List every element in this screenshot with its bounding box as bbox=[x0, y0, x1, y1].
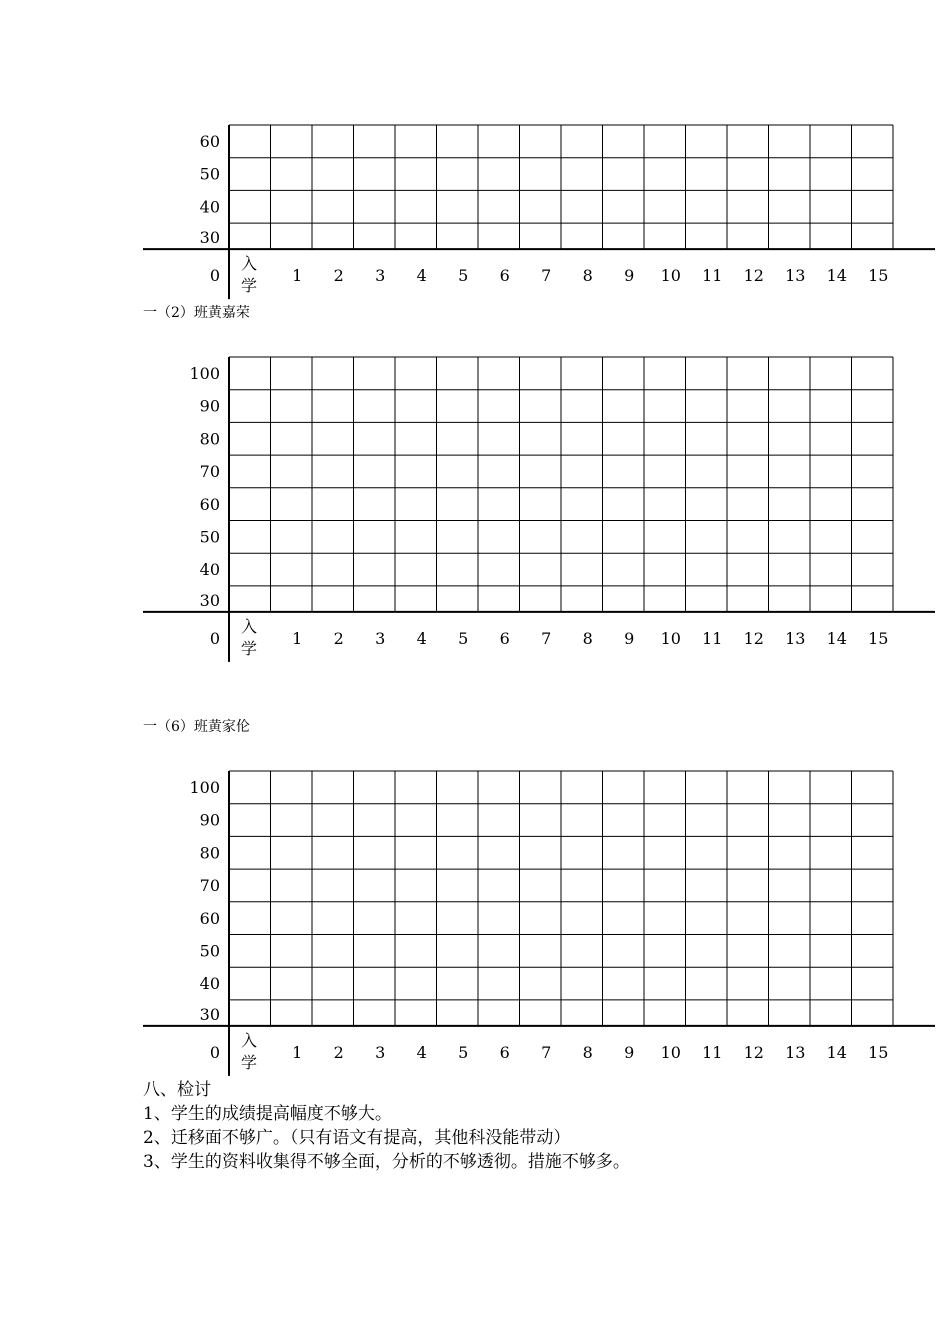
y-tick-label: 30 bbox=[199, 590, 220, 610]
y-tick-label: 90 bbox=[199, 810, 220, 830]
x-tick-label: 4 bbox=[416, 266, 427, 286]
x-tick-label: 2 bbox=[333, 1042, 344, 1062]
x-tick-label: 4 bbox=[416, 1042, 427, 1062]
x-tick-label: 13 bbox=[785, 1042, 806, 1062]
y-tick-label: 60 bbox=[199, 132, 220, 151]
x-tick-label: 8 bbox=[582, 628, 593, 648]
x-tick-label: 14 bbox=[826, 628, 847, 648]
score-grid-chart-3 bbox=[0, 771, 950, 1081]
x-tick-label: 10 bbox=[660, 266, 681, 286]
x-tick-label: 11 bbox=[702, 266, 723, 286]
x-tick-label: 11 bbox=[702, 1042, 723, 1062]
score-grid-chart-2 bbox=[0, 357, 950, 667]
x-tick-label: 15 bbox=[868, 628, 889, 648]
enrollment-label: 入 bbox=[240, 254, 258, 274]
y-tick-label: 50 bbox=[199, 941, 220, 961]
x-tick-label: 6 bbox=[499, 628, 510, 648]
y-tick-label: 40 bbox=[199, 197, 220, 217]
y-tick-label: 60 bbox=[199, 908, 220, 928]
y-tick-label: 80 bbox=[199, 843, 220, 863]
x-tick-label: 12 bbox=[743, 628, 764, 648]
x-tick-label: 5 bbox=[458, 1042, 469, 1062]
x-tick-label: 9 bbox=[624, 1042, 635, 1062]
y-tick-label: 30 bbox=[199, 228, 220, 248]
x-tick-label: 1 bbox=[292, 1042, 303, 1062]
x-tick-label: 14 bbox=[826, 266, 847, 286]
review-heading: 八、检讨 bbox=[143, 1080, 211, 1100]
y-tick-label: 100 bbox=[189, 364, 220, 383]
x-tick-label: 15 bbox=[868, 1042, 889, 1062]
chart-2-caption: 一（2）班黄嘉荣 bbox=[143, 305, 250, 321]
score-grid-chart-1 bbox=[0, 125, 950, 296]
x-tick-label: 7 bbox=[541, 1042, 552, 1062]
y-tick-label: 60 bbox=[199, 494, 220, 514]
origin-label: 0 bbox=[209, 628, 220, 648]
y-tick-label: 40 bbox=[199, 560, 220, 580]
review-item-2: 2、迁移面不够广。（只有语文有提高，其他科没能带动） bbox=[143, 1128, 571, 1148]
x-tick-label: 7 bbox=[541, 266, 552, 286]
x-tick-label: 12 bbox=[743, 266, 764, 286]
x-tick-label: 15 bbox=[868, 266, 889, 286]
review-item-3: 3、学生的资料收集得不够全面，分析的不够透彻。措施不够多。 bbox=[143, 1152, 630, 1172]
x-tick-label: 5 bbox=[458, 628, 469, 648]
x-tick-label: 3 bbox=[375, 1042, 386, 1062]
x-tick-label: 8 bbox=[582, 1042, 593, 1062]
y-tick-label: 70 bbox=[199, 462, 220, 482]
enrollment-label: 学 bbox=[240, 276, 258, 296]
y-tick-label: 50 bbox=[199, 164, 220, 184]
x-tick-label: 2 bbox=[333, 628, 344, 648]
y-tick-label: 100 bbox=[189, 778, 220, 797]
y-tick-label: 40 bbox=[199, 974, 220, 994]
x-tick-label: 12 bbox=[743, 1042, 764, 1062]
score-grid-3 bbox=[0, 771, 950, 1081]
y-tick-label: 30 bbox=[199, 1004, 220, 1024]
origin-label: 0 bbox=[209, 1042, 220, 1062]
enrollment-label: 入 bbox=[240, 616, 258, 636]
x-tick-label: 14 bbox=[826, 1042, 847, 1062]
x-tick-label: 2 bbox=[333, 266, 344, 286]
x-tick-label: 1 bbox=[292, 628, 303, 648]
score-grid-1 bbox=[0, 125, 950, 296]
x-tick-label: 4 bbox=[416, 628, 427, 648]
x-tick-label: 10 bbox=[660, 1042, 681, 1062]
x-tick-label: 8 bbox=[582, 266, 593, 286]
enrollment-label: 学 bbox=[240, 1052, 258, 1072]
x-tick-label: 7 bbox=[541, 628, 552, 648]
y-tick-label: 80 bbox=[199, 429, 220, 449]
x-tick-label: 13 bbox=[785, 266, 806, 286]
x-tick-label: 3 bbox=[375, 628, 386, 648]
x-tick-label: 1 bbox=[292, 266, 303, 286]
x-tick-label: 6 bbox=[499, 1042, 510, 1062]
chart-3-caption: 一（6）班黄家伦 bbox=[143, 719, 250, 735]
origin-label: 0 bbox=[209, 266, 220, 286]
x-tick-label: 10 bbox=[660, 628, 681, 648]
enrollment-label: 入 bbox=[240, 1030, 258, 1050]
y-tick-label: 90 bbox=[199, 396, 220, 416]
x-tick-label: 11 bbox=[702, 628, 723, 648]
y-tick-label: 50 bbox=[199, 527, 220, 547]
review-section bbox=[143, 1078, 630, 1174]
review-item-1: 1、学生的成绩提高幅度不够大。 bbox=[143, 1104, 392, 1124]
y-tick-label: 70 bbox=[199, 876, 220, 896]
x-tick-label: 13 bbox=[785, 628, 806, 648]
x-tick-label: 9 bbox=[624, 266, 635, 286]
x-tick-label: 3 bbox=[375, 266, 386, 286]
x-tick-label: 5 bbox=[458, 266, 469, 286]
enrollment-label: 学 bbox=[240, 638, 258, 658]
x-tick-label: 6 bbox=[499, 266, 510, 286]
score-grid-2 bbox=[0, 357, 950, 667]
x-tick-label: 9 bbox=[624, 628, 635, 648]
